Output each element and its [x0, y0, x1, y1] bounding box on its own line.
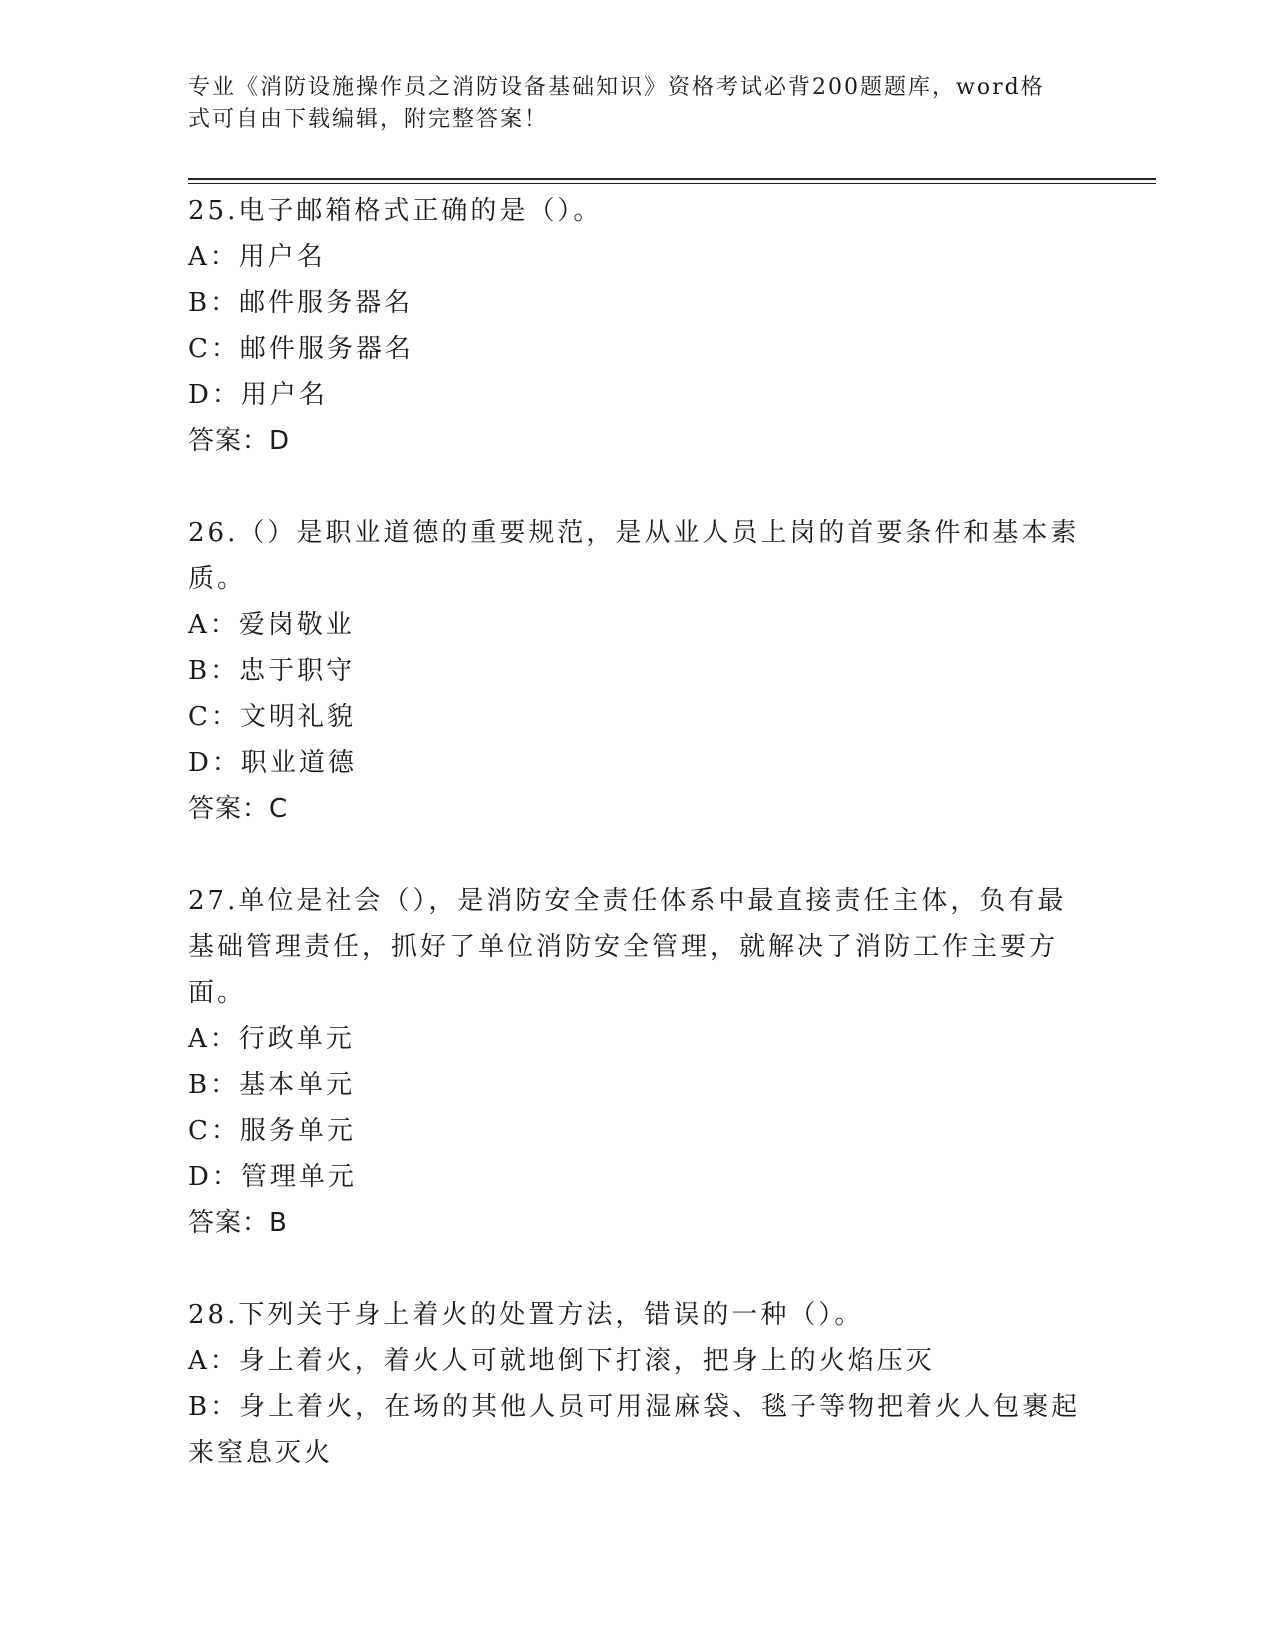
option-b: B：忠于职守 — [188, 656, 356, 686]
option-a: A：行政单元 — [188, 1024, 355, 1054]
question-27 — [188, 878, 1088, 1246]
option-c: C：文明礼貌 — [188, 702, 356, 732]
document-header: 专业《消防设施操作员之消防设备基础知识》资格考试必背200题题库，word格式可自由下载编辑，附完整答案！ — [188, 75, 1045, 132]
option-a: A：身上着火，着火人可就地倒下打滚，把身上的火焰压灭 — [188, 1346, 935, 1376]
option-a: A：爱岗敬业 — [188, 610, 355, 640]
answer-line: 答案：C — [188, 794, 289, 824]
option-a: A：用户名 — [188, 242, 326, 272]
answer-line: 答案：D — [188, 426, 291, 456]
question-stem: 28.下列关于身上着火的处置方法，错误的一种（）。 — [188, 1300, 864, 1330]
question-stem: 25.电子邮箱格式正确的是（）。 — [188, 196, 603, 226]
option-b: B：身上着火，在场的其他人员可用湿麻袋、毯子等物把着火人包裹起来窒息灭火 — [188, 1392, 1081, 1468]
question-28 — [188, 1292, 1088, 1476]
option-b: B：邮件服务器名 — [188, 288, 414, 318]
question-26 — [188, 510, 1088, 832]
question-list — [188, 188, 1088, 1522]
option-c: C：服务单元 — [188, 1116, 356, 1146]
answer-line: 答案：B — [188, 1208, 288, 1238]
header-divider-thin — [188, 183, 1156, 184]
option-d: D：职业道德 — [188, 748, 357, 778]
option-d: D：用户名 — [188, 380, 328, 410]
question-stem: 26.（）是职业道德的重要规范，是从业人员上岗的首要条件和基本素质。 — [188, 518, 1080, 594]
option-d: D：管理单元 — [188, 1162, 357, 1192]
header-divider-thick — [188, 178, 1156, 180]
question-25 — [188, 188, 1088, 464]
question-stem: 27.单位是社会（），是消防安全责任体系中最直接责任主体，负有最基础管理责任，抓好了单位消防安全管理，就解决了消防工作主要方面。 — [188, 886, 1067, 1008]
option-b: B：基本单元 — [188, 1070, 356, 1100]
option-c: C：邮件服务器名 — [188, 334, 414, 364]
